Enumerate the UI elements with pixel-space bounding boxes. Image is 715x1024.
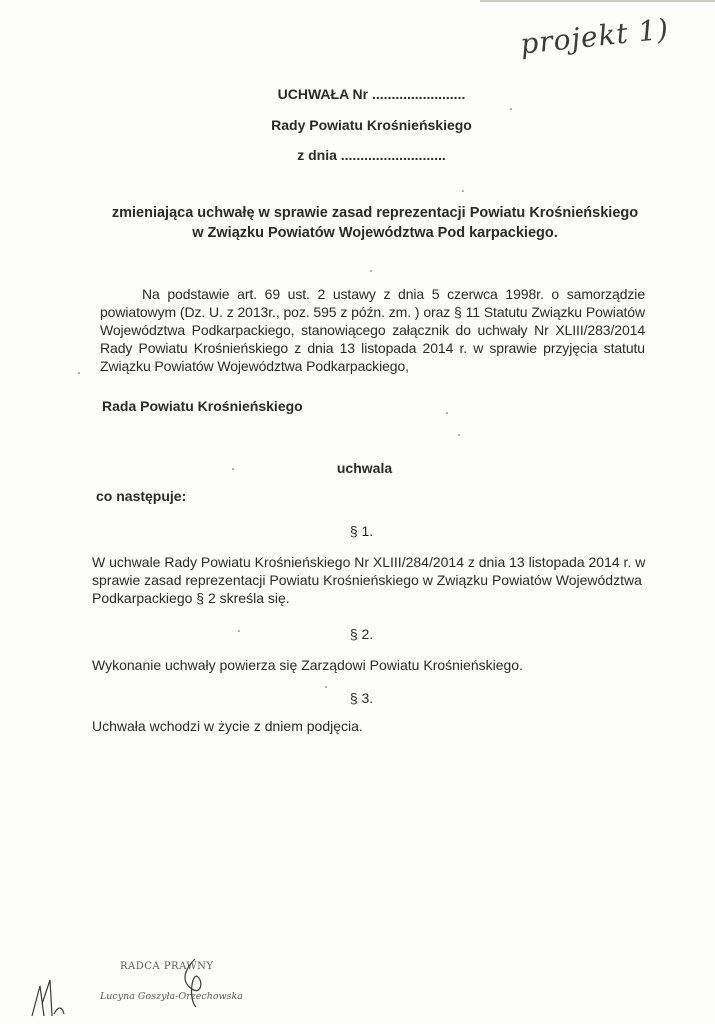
follows-label: co następuje:: [96, 488, 187, 504]
scan-speck: [78, 372, 80, 374]
legal-basis-preamble: Na podstawie art. 69 ust. 2 ustawy z dnia 5 czerwca 1998r. o samorządzie powiatowym (Dz. U. z 2013r., poz. 595 z późn. zm. ) oraz § 11 Statutu Związku Powiatów Województwa Podkarpackiego, stanowiącego załącznik do uchwały Nr XLIII/283/2014 Rady Powiatu Krośnieńskiego z dnia 13 listopada 2014 r. w sprawie przyjęcia statutu Związku Powiatów Województwa Podkarpackiego,: [100, 286, 645, 374]
resolves-heading: uchwala: [336, 460, 393, 476]
section-2-mark: § 2.: [349, 626, 374, 642]
scan-edge-line: [480, 0, 715, 2]
council-label: Rada Powiatu Krośnieńskiego: [102, 398, 303, 414]
resolution-subject: zmieniająca uchwałę w sprawie zasad reprezentacji Powiatu Krośnieńskiego w Związku Powiatów Województwa Pod karpackiego.: [111, 205, 639, 241]
council-name: Rady Powiatu Krośnieńskiego: [271, 117, 472, 133]
scan-speck: [370, 270, 372, 272]
signature-scribble: [100, 955, 290, 1015]
scan-speck: [232, 468, 234, 470]
section-1-mark: § 1.: [349, 523, 374, 539]
resolution-date: z dnia ...........................: [297, 147, 446, 163]
initials-scribble: [28, 976, 68, 1020]
scan-speck: [238, 630, 240, 632]
scan-speck: [458, 434, 460, 436]
scan-speck: [325, 686, 327, 688]
scan-speck: [462, 190, 464, 192]
section-2-text: Wykonanie uchwały powierza się Zarządowi Powiatu Krośnieńskiego.: [92, 657, 523, 673]
scan-speck: [446, 412, 448, 414]
section-3-text: Uchwała wchodzi w życie z dniem podjęcia.: [92, 718, 363, 734]
stamp-title: RADCA PRAWNY: [120, 961, 214, 972]
handwritten-draft-note: projekt 1): [518, 12, 671, 61]
legal-counsel-stamp: [100, 955, 290, 1015]
section-3-mark: § 3.: [349, 690, 374, 706]
scan-speck: [510, 108, 512, 110]
resolution-number: UCHWAŁA Nr ........................: [277, 86, 466, 102]
section-1-text: W uchwale Rady Powiatu Krośnieńskiego Nr XLIII/284/2014 z dnia 13 listopada 2014 r. w sprawie zasad reprezentacji Powiatu Krośnieńskiego w Związku Powiatów Województwa Podkarpackiego § 2 skreśla się.: [92, 554, 646, 606]
stamp-name: Lucyna Goszyła-Orzechowska: [100, 991, 243, 1002]
